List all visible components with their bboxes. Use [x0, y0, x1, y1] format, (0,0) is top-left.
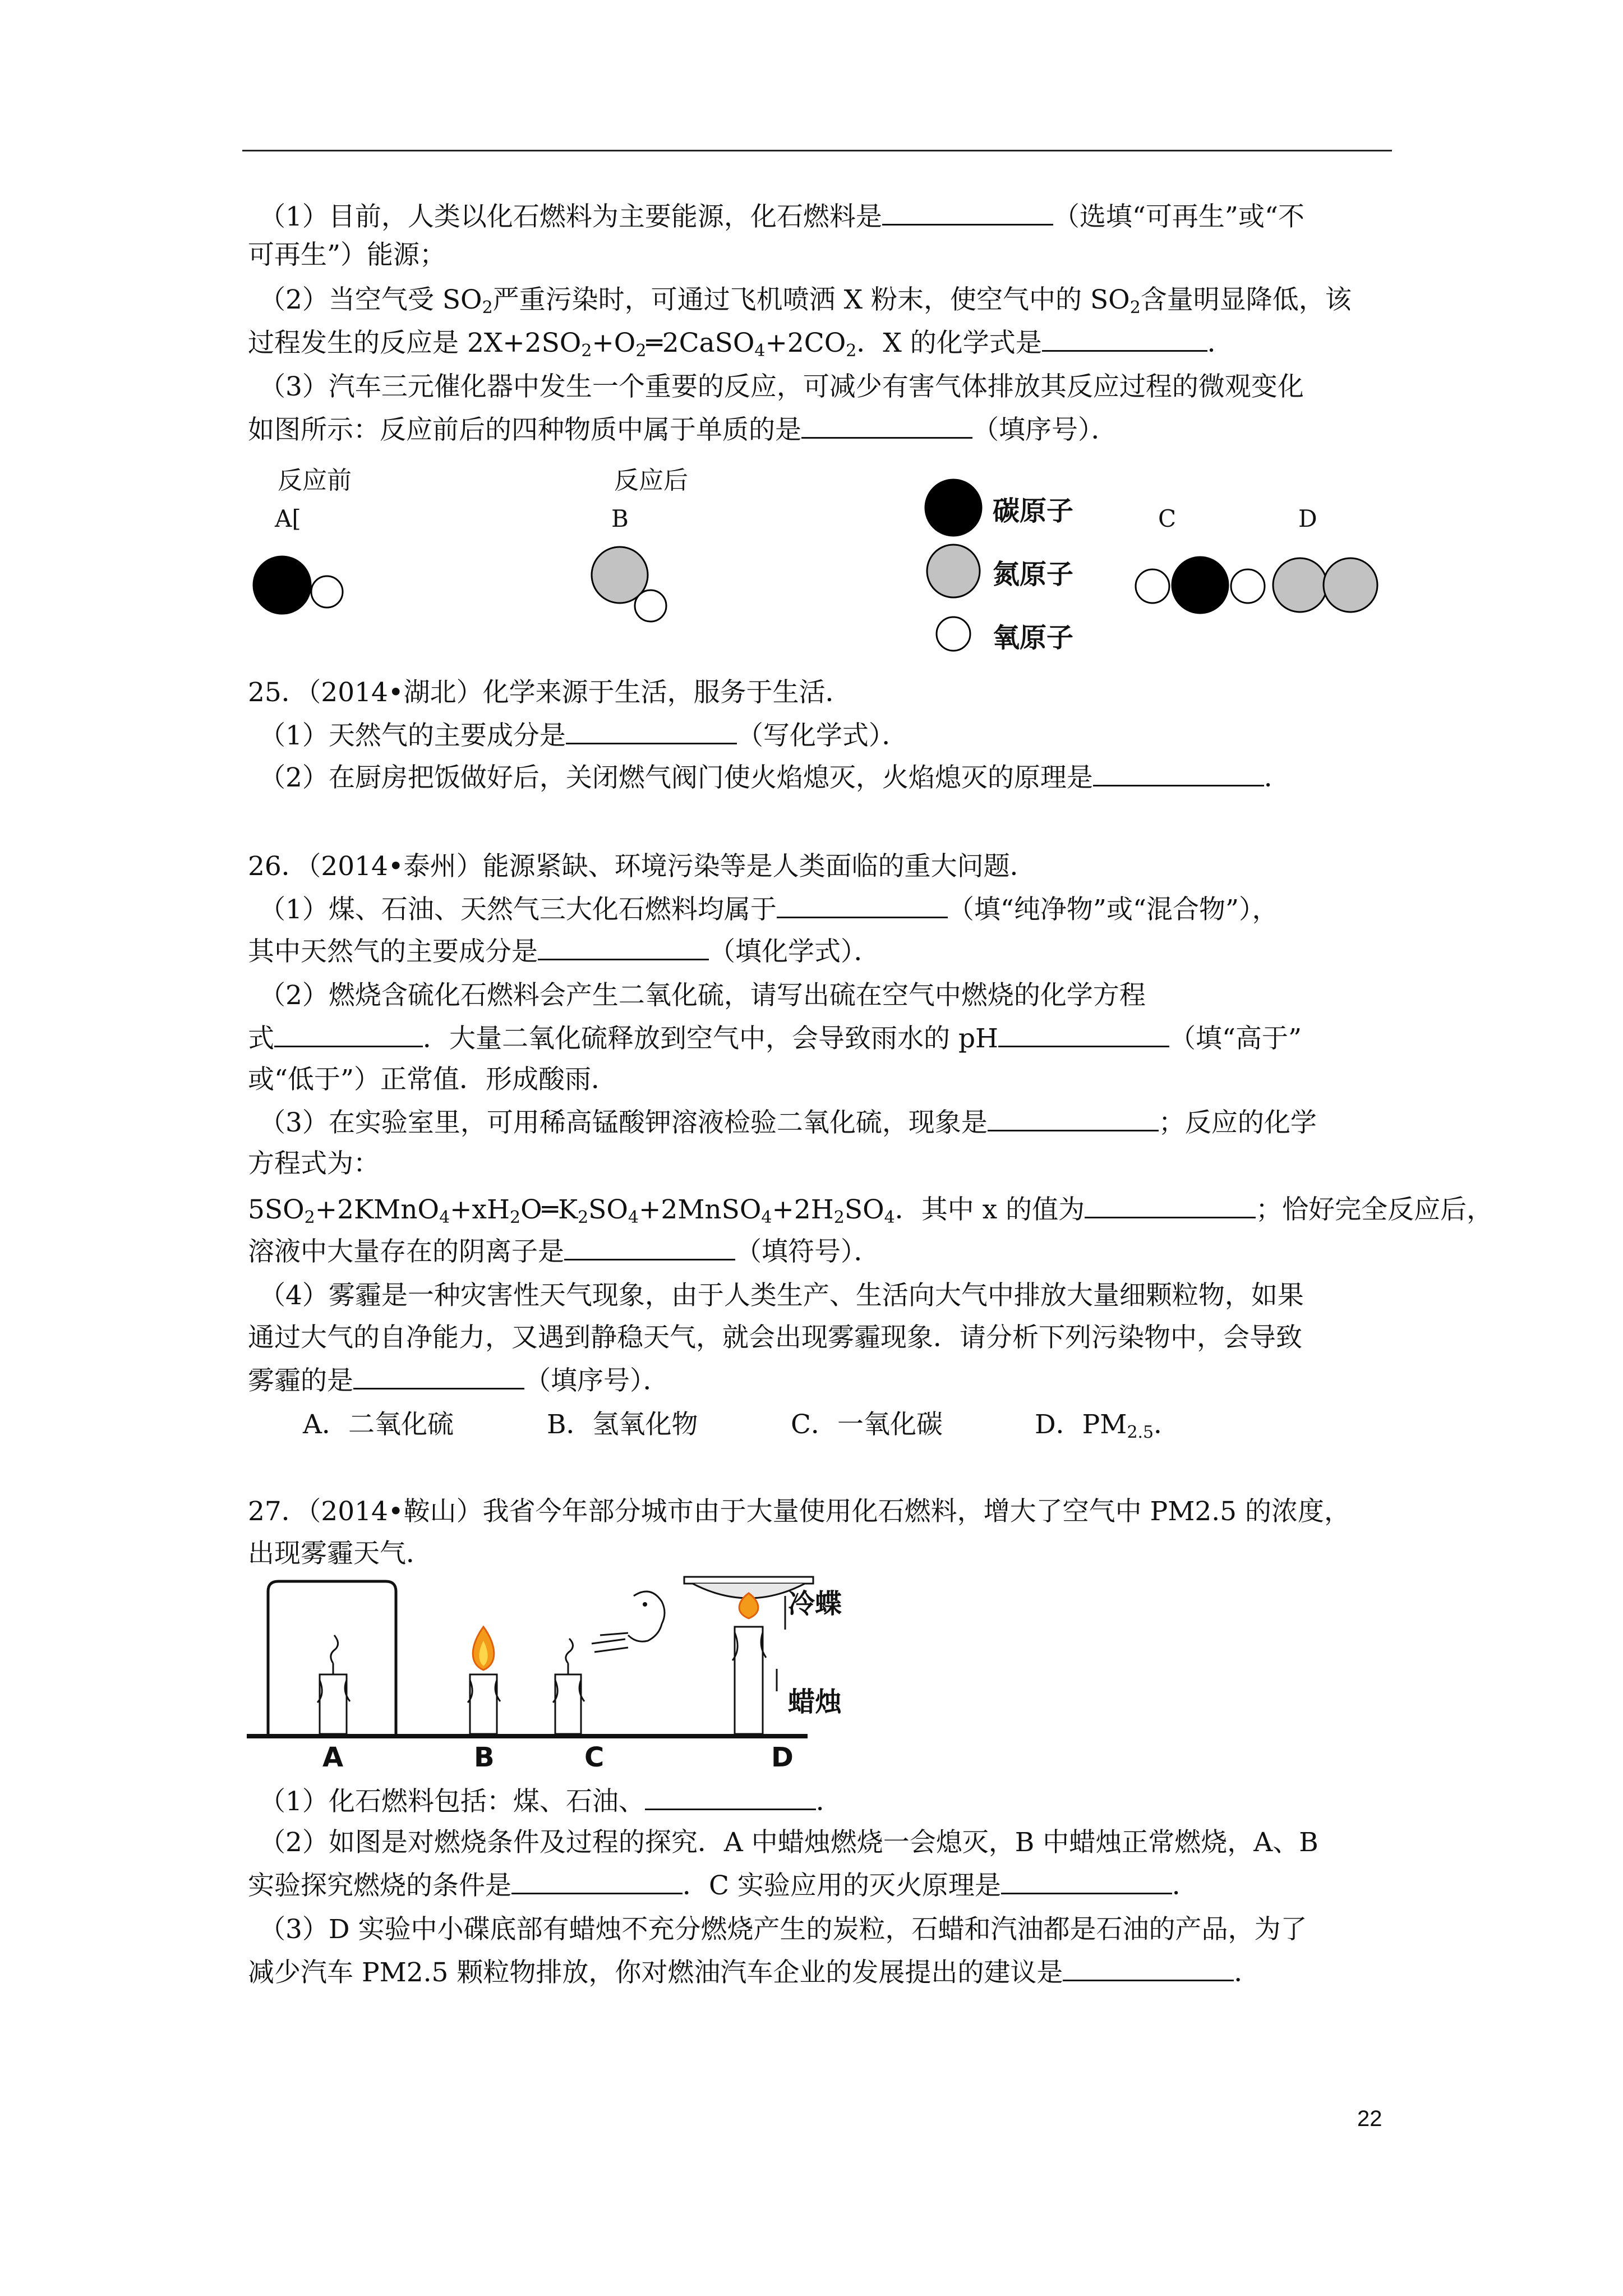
oxygen-atom [1136, 569, 1169, 603]
q-1-line-2: 可再生”）能源； [248, 240, 446, 270]
answer-blank[interactable] [777, 892, 948, 918]
a-label: A[ [275, 505, 301, 532]
answer-blank[interactable] [1001, 1868, 1172, 1894]
q-1-line: （1）目前，人类以化石燃料为主要能源，化石燃料是 （选填“可再生”或“不 [259, 199, 1304, 234]
q25-title: 25．（2014•湖北）化学来源于生活，服务于生活． [248, 677, 852, 708]
carbon-legend-symbol [925, 480, 981, 536]
micro-figure [0, 0, 1623, 673]
figure-label-c: C [584, 1742, 605, 1773]
after-label: 反应后 [614, 466, 688, 495]
answer-blank[interactable] [998, 1021, 1169, 1047]
answer-blank[interactable] [566, 718, 737, 744]
q26-options [303, 1408, 1180, 1450]
option-c[interactable]: C．一氧化碳 [791, 1409, 943, 1440]
face-blowing-icon [628, 1591, 665, 1641]
nitrogen-legend-symbol [927, 545, 980, 597]
q27-p1: （1）化石燃料包括：煤、石油、 ． [259, 1784, 842, 1819]
q25-p2: （2）在厨房把饭做好后，关闭燃气阀门使火焰熄灭，火焰熄灭的原理是 ． [259, 760, 1290, 795]
carbon-atom [253, 556, 311, 614]
legend-carbon: 碳原子 [993, 495, 1074, 527]
option-d[interactable]: D．PM2.5． [1035, 1409, 1181, 1442]
q27-p2-line-2: 实验探究燃烧的条件是 ．C 实验应用的灭火原理是 ． [248, 1868, 1198, 1903]
answer-blank[interactable] [1063, 1955, 1234, 1981]
q26-p3-equation-line: $5SO_2+2KMnO_4+xH_2O═K_2SO_4+2MnSO_4+2H_2SO_4$．其中 x 的值为 ；恰好完全反应后， [248, 1192, 1493, 1235]
q27-p3: （3）D 实验中小碟底部有蜡烛不充分燃烧产生的炭粒，石蜡和汽油都是石油的产品，为了 [259, 1914, 1307, 1945]
answer-blank[interactable] [1093, 760, 1264, 786]
q26-p4: （4）雾霾是一种灾害性天气现象，由于人类生产、生活向大气中排放大量细颗粒物，如果 [259, 1280, 1304, 1311]
q26-p3-line-4: 溶液中大量存在的阴离子是 （填符号）． [248, 1234, 880, 1269]
c-label: C [1158, 505, 1177, 532]
q26-p4-line-2: 通过大气的自净能力，又遇到静稳天气，就会出现雾霾现象．请分析下列污染物中，会导致 [248, 1322, 1302, 1353]
candle-c [555, 1674, 581, 1734]
air-stream-icon [592, 1633, 628, 1652]
q26-p2: （2）燃烧含硫化石燃料会产生二氧化硫，请写出硫在空气中燃烧的化学方程 [259, 980, 1146, 1011]
answer-blank[interactable] [274, 1021, 423, 1047]
legend-oxygen: 氧原子 [993, 622, 1074, 654]
oxygen-atom [311, 576, 343, 608]
before-label: 反应前 [278, 466, 352, 495]
q26-title: 26．（2014•泰州）能源紧缺、环境污染等是人类面临的重大问题． [248, 851, 1036, 882]
answer-blank[interactable] [645, 1784, 816, 1810]
figure-label-b: B [474, 1742, 495, 1773]
answer-blank[interactable] [564, 1234, 735, 1260]
q27-title-line-2: 出现雾霾天气． [248, 1538, 432, 1569]
cold-dish-label: 冷蝶 [788, 1588, 842, 1619]
candle-a [320, 1674, 347, 1734]
q26-p2-line-2: 式 ．大量二氧化硫释放到空气中，会导致雨水的 pH （填“高于” [248, 1021, 1302, 1056]
d-label: D [1298, 505, 1317, 532]
answer-blank[interactable] [1085, 1192, 1256, 1218]
option-b[interactable]: B．氢氧化物 [547, 1409, 698, 1440]
answer-blank[interactable] [988, 1105, 1159, 1131]
answer-blank[interactable] [353, 1363, 524, 1389]
candle-d [735, 1627, 763, 1734]
q26-p3-line-2: 方程式为： [248, 1148, 380, 1179]
q-2-line: （2）当空气受 $SO_2$严重污染时，可通过飞机喷洒 X 粉末，使空气中的 $SO_2$含量明显降低，该 [259, 284, 1352, 318]
figure-label-d: D [771, 1742, 794, 1773]
page-number: 22 [1357, 2106, 1382, 2131]
q26-p2-line-3: 或“低于”）正常值．形成酸雨． [248, 1064, 618, 1095]
smoke-icon [566, 1639, 573, 1663]
answer-blank[interactable] [511, 1868, 683, 1894]
q26-p4-line-3: 雾霾的是 （填序号）． [248, 1363, 670, 1398]
option-a[interactable]: A．二氧化硫 [303, 1409, 454, 1440]
q-3-line: （3）汽车三元催化器中发生一个重要的反应，可减少有害气体排放其反应过程的微观变化 [259, 371, 1304, 402]
legend-nitrogen: 氮原子 [993, 559, 1074, 590]
smoke-icon [331, 1635, 338, 1663]
q-2-line-2: 过程发生的反应是 $2X+2SO_2+O_2═2CaSO_4+2CO_2$．X 的化学式是 ． [248, 325, 1234, 368]
oxygen-atom [1231, 569, 1265, 603]
q26-p3: （3）在实验室里，可用稀高锰酸钾溶液检验二氧化硫，现象是 ；反应的化学 [259, 1105, 1317, 1140]
q26-p1-line-2: 其中天然气的主要成分是 （填化学式）． [248, 934, 880, 969]
oxygen-atom [635, 590, 666, 622]
candle-label: 蜡烛 [788, 1686, 842, 1718]
q27-p3-line-2: 减少汽车 PM2.5 颗粒物排放，你对燃油汽车企业的发展提出的建议是 ． [248, 1955, 1260, 1990]
q-3-line-2: 如图所示：反应前后的四种物质中属于单质的是 （填序号）． [248, 412, 1118, 447]
oxygen-legend-symbol [937, 617, 970, 651]
q25-p1: （1）天然气的主要成分是 （写化学式）． [259, 718, 908, 753]
figure-label-a: A [322, 1742, 344, 1773]
nitrogen-atom [1273, 558, 1327, 612]
nitrogen-atom [1324, 558, 1377, 612]
q27-title: 27．（2014•鞍山）我省今年部分城市由于大量使用化石燃料，增大了空气中 PM2.5 的浓度， [248, 1496, 1351, 1527]
b-label: B [611, 505, 629, 532]
q27-p2: （2）如图是对燃烧条件及过程的探究．A 中蜡烛燃烧一会熄灭，B 中蜡烛正常燃烧，A、B [259, 1827, 1318, 1858]
answer-blank[interactable] [538, 934, 709, 960]
candle-b [470, 1674, 497, 1734]
carbon-atom [1172, 557, 1228, 613]
q26-p1: （1）煤、石油、天然气三大化石燃料均属于 （填“纯净物”或“混合物”）， [259, 892, 1279, 927]
